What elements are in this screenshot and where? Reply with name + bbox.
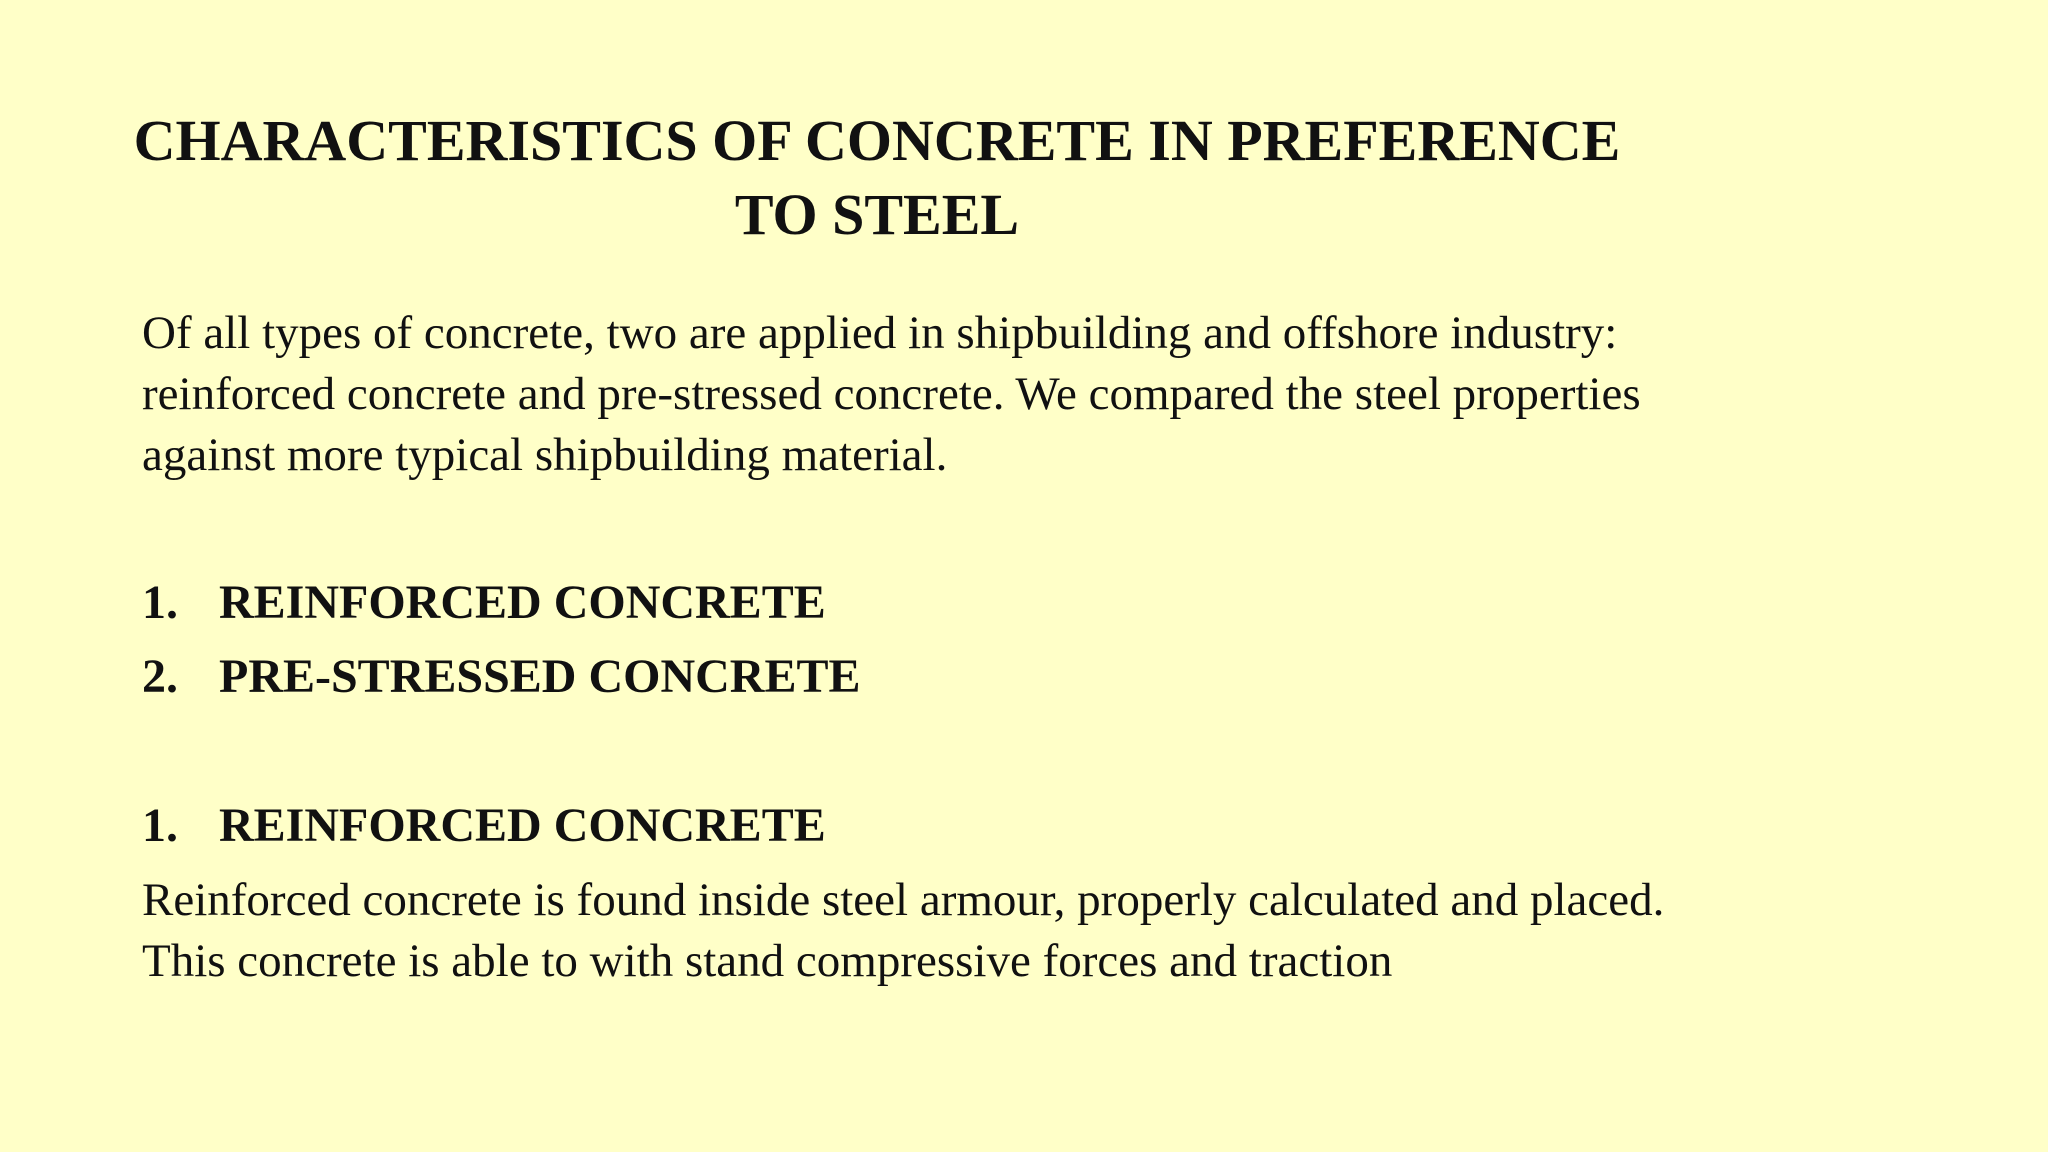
list-item-label: REINFORCED CONCRETE: [219, 576, 826, 629]
list-item: [142, 640, 860, 714]
slide-title: [112, 104, 1642, 252]
section-body-line-1: Reinforced concrete is found inside steel armour, properly calculated and placed.: [142, 874, 1665, 926]
section-body-paragraph: [142, 870, 1992, 992]
section-heading-number: 1.: [142, 799, 178, 852]
section-heading: [142, 789, 826, 863]
list-item-number: 1.: [142, 576, 178, 629]
intro-line-2: reinforced concrete and pre-stressed concrete. We compared the steel properties: [142, 368, 1641, 420]
slide-title-line-2: TO STEEL: [734, 182, 1020, 247]
intro-line-1: Of all types of concrete, two are applied in shipbuilding and offshore industry:: [142, 307, 1618, 359]
slide-title-line-1: CHARACTERISTICS OF CONCRETE IN PREFERENCE: [133, 108, 1621, 173]
list-item-label: PRE-STRESSED CONCRETE: [219, 650, 861, 703]
concrete-types-list: [142, 566, 860, 714]
list-item-number: 2.: [142, 650, 178, 703]
intro-line-3: against more typical shipbuilding material.: [142, 429, 948, 481]
list-item: [142, 566, 860, 640]
section-heading-item: [142, 789, 826, 863]
section-body-line-2: This concrete is able to with stand compressive forces and traction: [142, 935, 1393, 987]
intro-paragraph: [142, 303, 1942, 486]
section-heading-label: REINFORCED CONCRETE: [219, 799, 826, 852]
